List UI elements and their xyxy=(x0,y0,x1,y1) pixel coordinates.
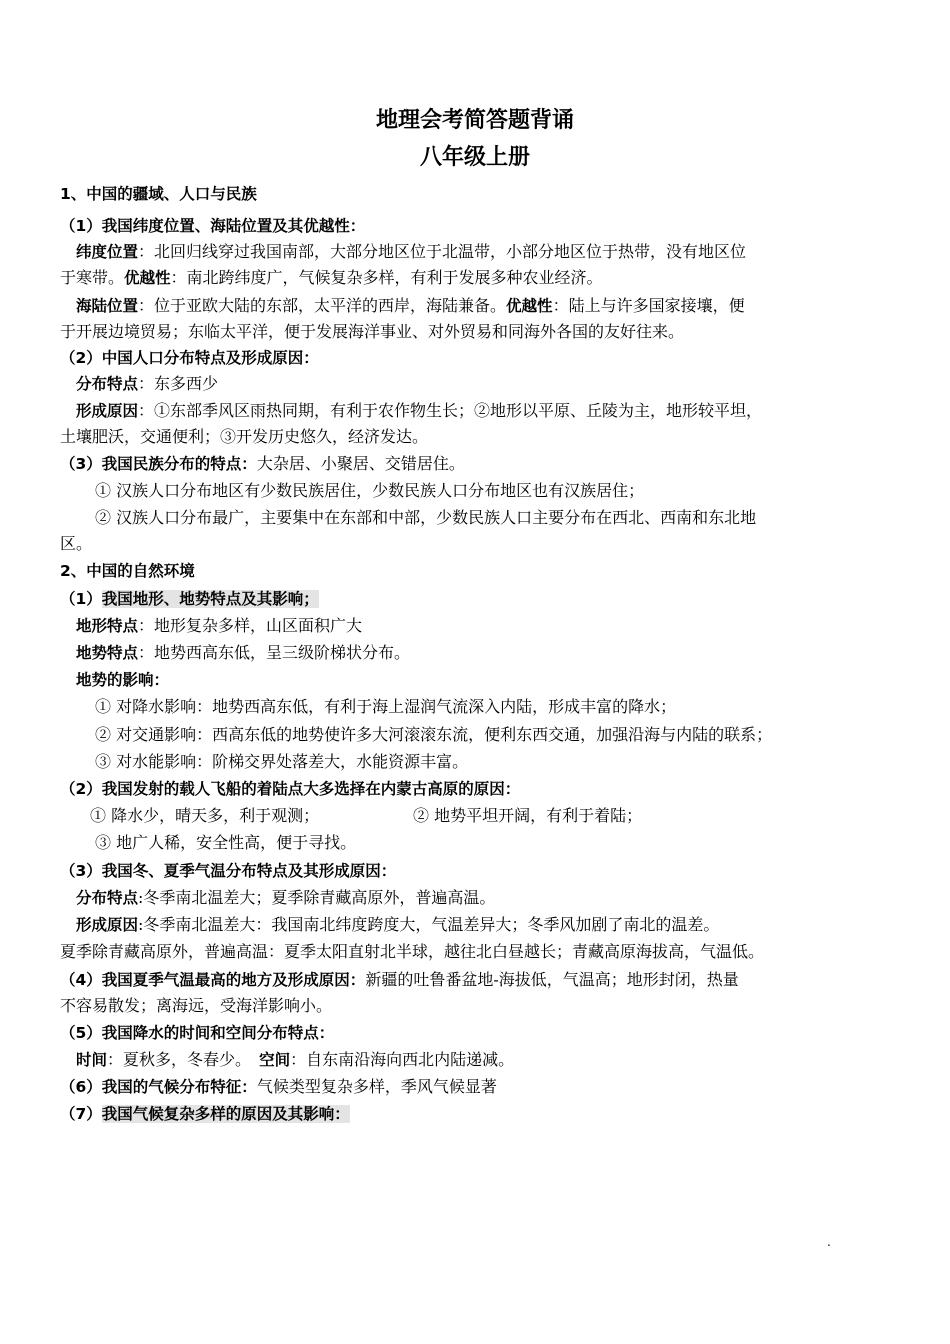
s2-q5-space-text: ：自东南沿海向西北内陆递减。 xyxy=(290,1050,515,1069)
s1-q2-cause-text: ：①东部季风区雨热同期，有利于农作物生长；②地形以平原、丘陵为主，地形较平坦， xyxy=(138,401,763,420)
s1-q1-lat-adv-label: 优越性 xyxy=(124,269,171,287)
s2-q6-text: 气候类型复杂多样，季风气候显著 xyxy=(256,1077,497,1096)
s1-q2-cause-label: 形成原因 xyxy=(76,402,139,420)
s2-q3-cause-text: :冬季南北温差大：我国南北纬度跨度大，气温差异大；冬季风加剧了南北的温差。 xyxy=(138,915,720,934)
s1-q3-heading xyxy=(60,451,895,477)
s2-q1-relief-text: ：地势西高东低，呈三级阶梯状分布。 xyxy=(138,643,411,662)
s2-q1-terrain-text: ：地形复杂多样，山区面积广大 xyxy=(138,616,363,635)
s2-q5-num: （5） xyxy=(60,1024,102,1042)
s1-q1-sea-line xyxy=(60,293,895,319)
s1-q1-sea-adv-label: 优越性 xyxy=(506,297,553,315)
s2-q5-heading xyxy=(60,1020,895,1046)
s1-q2-feat-label: 分布特点 xyxy=(76,375,139,393)
s2-q4-heading xyxy=(60,967,895,993)
footer-mark: . xyxy=(827,1235,831,1249)
s1-q1-lat-text: ：北回归线穿过我国南部，大部分地区位于北温带，小部分地区位于热带，没有地区位 xyxy=(138,242,747,261)
s2-q3-heading xyxy=(60,858,895,884)
s2-q2-heading xyxy=(60,776,895,802)
s1-q3-point-2-cont: 区。 xyxy=(60,534,93,553)
s2-q3-feat-label: 分布特点 xyxy=(76,889,139,907)
s1-q2-heading xyxy=(60,345,895,371)
s2-q1-heading xyxy=(60,586,895,612)
s1-q2-cause-line xyxy=(60,398,895,424)
document-title: 地理会考简答题背诵 xyxy=(375,108,574,133)
s1-q1-lat-line2 xyxy=(60,265,895,291)
s1-q1-sea-line2: 于开展边境贸易；东临太平洋，便于发展海洋事业、对外贸易和同海外各国的友好往来。 xyxy=(60,322,685,341)
s2-q6-num: （6） xyxy=(60,1078,102,1096)
s2-q4-title: 我国夏季气温最高的地方及形成原因： xyxy=(101,971,366,989)
s1-q3-point-2: ② 汉族人口分布最广，主要集中在东部和中部，少数民族人口主要分布在西北、西南和东北地 xyxy=(95,508,757,527)
s1-q1-lat-line xyxy=(60,239,895,265)
s1-q1-lat-label: 纬度位置 xyxy=(76,243,139,261)
s2-q1-terrain-label: 地形特点 xyxy=(76,617,139,635)
s2-q4-text2: 不容易散发；离海远，受海洋影响小。 xyxy=(60,996,333,1015)
s2-q7-heading xyxy=(60,1101,895,1127)
s2-q3-feat-text: :冬季南北温差大；夏季除青藏高原外，普遍高温。 xyxy=(138,888,496,907)
s2-q1-num: （1） xyxy=(60,590,102,608)
s2-q2-reason-1: ① 降水少，晴天多，利于观测； xyxy=(90,806,320,825)
s2-q2-reason-2: ② 地势平坦开阔，有利于着陆； xyxy=(413,806,643,825)
s1-q1-lat-adv: ：南北跨纬度广，气候复杂多样，有利于发展多种农业经济。 xyxy=(170,268,603,287)
s2-q3-num: （3） xyxy=(60,862,102,880)
s2-q1-impact-3: ③ 对水能影响：阶梯交界处落差大，水能资源丰富。 xyxy=(95,752,469,771)
s2-q3-cause-line2: 夏季除青藏高原外，普遍高温：夏季太阳直射北半球，越往北白昼越长；青藏高原海拔高，气温低。 xyxy=(60,942,765,961)
s2-q1-impact-2: ② 对交通影响：西高东低的地势使许多大河滚滚东流，便利东西交通，加强沿海与内陆的联系； xyxy=(95,725,773,744)
s1-q1-sea-text: ：位于亚欧大陆的东部，太平洋的西岸，海陆兼备。 xyxy=(138,296,507,315)
s1-q3-point-1: ① 汉族人口分布地区有少数民族居住，少数民族人口分布地区也有汉族居住； xyxy=(95,481,645,500)
s1-q2-num: （2） xyxy=(60,349,102,367)
s2-q1-terrain-line xyxy=(60,613,895,639)
s1-q3-title: 我国民族分布的特点： xyxy=(101,455,257,473)
s2-q5-title: 我国降水的时间和空间分布特点： xyxy=(101,1024,335,1042)
s2-q1-relief-label: 地势特点 xyxy=(76,644,139,662)
s1-q3-answer: 大杂居、小聚居、交错居住。 xyxy=(256,454,465,473)
s2-q6-title: 我国的气候分布特征： xyxy=(101,1078,257,1096)
s1-q1-lat-text2: 于寒带。 xyxy=(60,268,125,287)
s1-q1-sea-label: 海陆位置 xyxy=(76,297,139,315)
section-2-heading: 2、中国的自然环境 xyxy=(60,562,195,580)
s1-q1-num: （1） xyxy=(60,217,102,235)
s2-q7-num: （7） xyxy=(60,1105,102,1123)
s2-q2-reason-3: ③ 地广人稀，安全性高，便于寻找。 xyxy=(95,833,357,852)
s2-q2-title: 我国发射的载人飞船的着陆点大多选择在内蒙古高原的原因： xyxy=(101,780,521,798)
s2-q6-heading xyxy=(60,1074,895,1100)
s2-q1-impact-label: 地势的影响 xyxy=(76,671,154,689)
s1-q2-feat-text: ：东多西少 xyxy=(138,374,219,393)
s2-q1-impact-colon: ： xyxy=(153,671,170,689)
s2-q1-title: 我国地形、地势特点及其影响； xyxy=(101,590,319,608)
s1-q1-title: 我国纬度位置、海陆位置及其优越性： xyxy=(101,217,366,235)
s1-q2-title: 中国人口分布特点及形成原因： xyxy=(101,349,319,367)
s2-q3-cause-label: 形成原因 xyxy=(76,916,139,934)
s2-q5-time-label: 时间 xyxy=(76,1051,108,1069)
s2-q4-text: 新疆的吐鲁番盆地-海拔低，气温高；地形封闭，热量 xyxy=(365,970,739,989)
s2-q5-answer-line xyxy=(60,1047,895,1073)
section-1-heading: 1、中国的疆域、人口与民族 xyxy=(60,185,257,203)
s1-q1-heading xyxy=(60,213,895,239)
s2-q5-space-label: 空间 xyxy=(259,1051,291,1069)
s2-q3-title: 我国冬、夏季气温分布特点及其形成原因： xyxy=(101,862,397,880)
s2-q1-relief-line xyxy=(60,640,895,666)
s1-q2-cause-line2: 土壤肥沃，交通便利；③开发历史悠久，经济发达。 xyxy=(60,427,429,446)
s2-q2-num: （2） xyxy=(60,780,102,798)
s2-q3-feat-line xyxy=(60,885,895,911)
s2-q7-title: 我国气候复杂多样的原因及其影响： xyxy=(101,1105,350,1123)
s1-q3-num: （3） xyxy=(60,455,102,473)
s2-q4-num: （4） xyxy=(60,971,102,989)
s2-q1-impact-1: ① 对降水影响：地势西高东低，有利于海上湿润气流深入内陆，形成丰富的降水； xyxy=(95,697,677,716)
s2-q3-cause-line xyxy=(60,912,895,938)
s2-q1-impact-heading xyxy=(60,667,895,693)
s1-q2-feat-line xyxy=(60,371,895,397)
document-subtitle: 八年级上册 xyxy=(419,145,530,170)
s2-q5-time-text: ：夏秋多，冬春少。 xyxy=(107,1050,244,1069)
s1-q1-sea-adv: ：陆上与许多国家接壤，便 xyxy=(552,296,745,315)
